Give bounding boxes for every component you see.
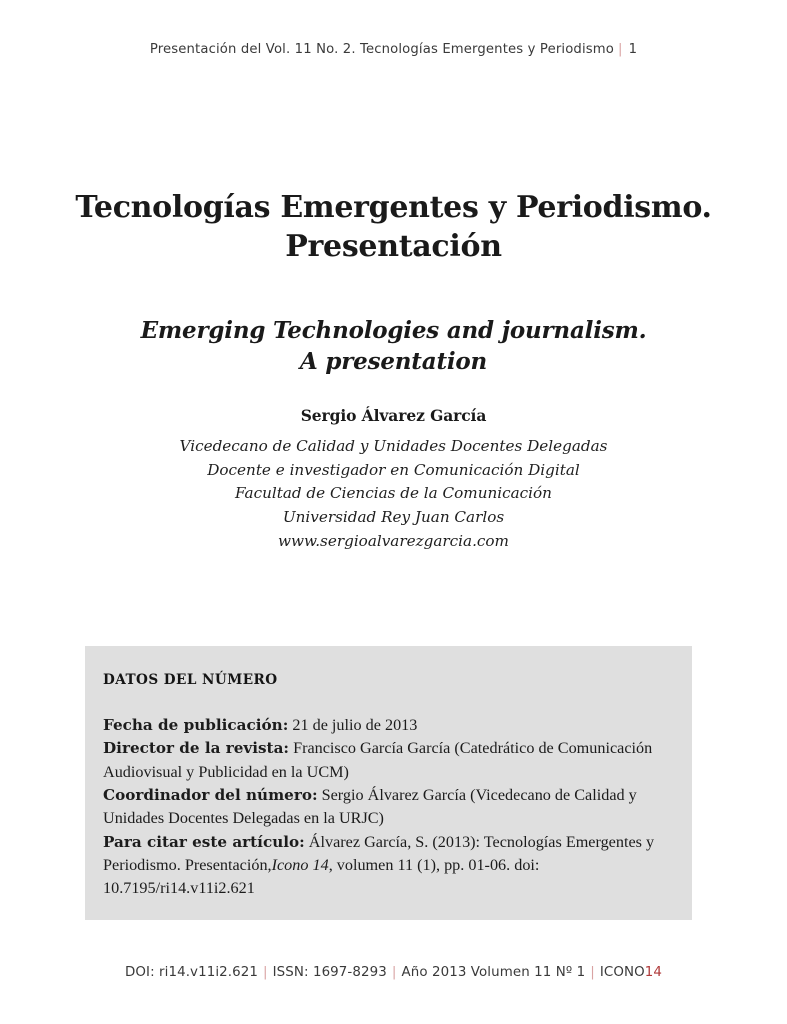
- page-footer: [0, 965, 787, 980]
- footer-issn: ISSN: 1697-8293: [272, 965, 387, 980]
- author-name: Sergio Álvarez García: [300, 406, 487, 425]
- page-title-spanish: [60, 188, 727, 267]
- field-journal-director-label: Director de la revista:: [103, 739, 290, 758]
- title-spanish-line-2: Presentación: [285, 229, 502, 265]
- footer-brand-number: 14: [644, 965, 663, 980]
- footer-separator-2: |: [391, 965, 397, 980]
- field-issue-coordinator-label: Coordinador del número:: [103, 785, 318, 804]
- footer-separator-3: |: [590, 965, 595, 980]
- field-publication-date-label: Fecha de publicación:: [103, 716, 289, 734]
- field-publication-date: [103, 714, 662, 737]
- running-head-separator: |: [618, 42, 623, 57]
- field-citation-value-part2: , volumen 11 (1), pp. 01-06. doi: 10.7195/ri14.v11i2.621: [103, 855, 540, 898]
- author-affiliation: [60, 435, 727, 554]
- affiliation-line-3: Facultad de Ciencias de la Comunicación: [235, 484, 552, 503]
- field-publication-date-value: 21 de julio de 2013: [292, 716, 418, 734]
- title-spanish-line-1: Tecnologías Emergentes y Periodismo.: [75, 190, 712, 226]
- footer-issue-info: Año 2013 Volumen 11 Nº 1: [401, 965, 586, 980]
- field-journal-director-value: Francisco García García (Catedrático de Comunicación Audiovisual y Publicidad en la UCM): [103, 739, 653, 781]
- footer-doi: DOI: ri14.v11i2.621: [124, 965, 258, 980]
- page-title-english: [60, 315, 727, 378]
- affiliation-line-2: Docente e investigador en Comunicación Digital: [207, 460, 580, 479]
- running-head-text: Presentación del Vol. 11 No. 2. Tecnologías Emergentes y Periodismo: [149, 42, 615, 57]
- field-journal-director: [103, 737, 662, 784]
- author-website[interactable]: www.sergioalvarezgarcia.com: [278, 531, 509, 550]
- issue-data-box: [85, 646, 692, 920]
- field-citation: [103, 831, 662, 901]
- title-english-line-2: A presentation: [299, 347, 488, 375]
- field-issue-coordinator-value: Sergio Álvarez García (Vicedecano de Calidad y Unidades Docentes Delegadas en la URJC): [103, 785, 637, 828]
- page-number: 1: [628, 42, 638, 57]
- title-block: [60, 168, 727, 396]
- field-citation-value-part1: Álvarez García, S. (2013): Tecnologías Emergentes y Periodismo. Presentación,: [103, 832, 655, 874]
- field-issue-coordinator: [103, 784, 662, 831]
- affiliation-line-4: Universidad Rey Juan Carlos: [282, 508, 505, 527]
- field-citation-label: Para citar este artículo:: [103, 832, 305, 851]
- running-head: [0, 42, 787, 57]
- field-citation-journal-name: Icono 14: [271, 855, 329, 874]
- footer-brand-word: ICONO: [599, 965, 645, 980]
- footer-separator-1: |: [262, 965, 268, 980]
- author-block: [60, 406, 727, 554]
- affiliation-line-1: Vicedecano de Calidad y Unidades Docentes Delegadas: [179, 437, 608, 455]
- issue-data-heading: DATOS DEL NÚMERO: [103, 672, 278, 688]
- title-english-line-1: Emerging Technologies and journalism.: [140, 316, 647, 344]
